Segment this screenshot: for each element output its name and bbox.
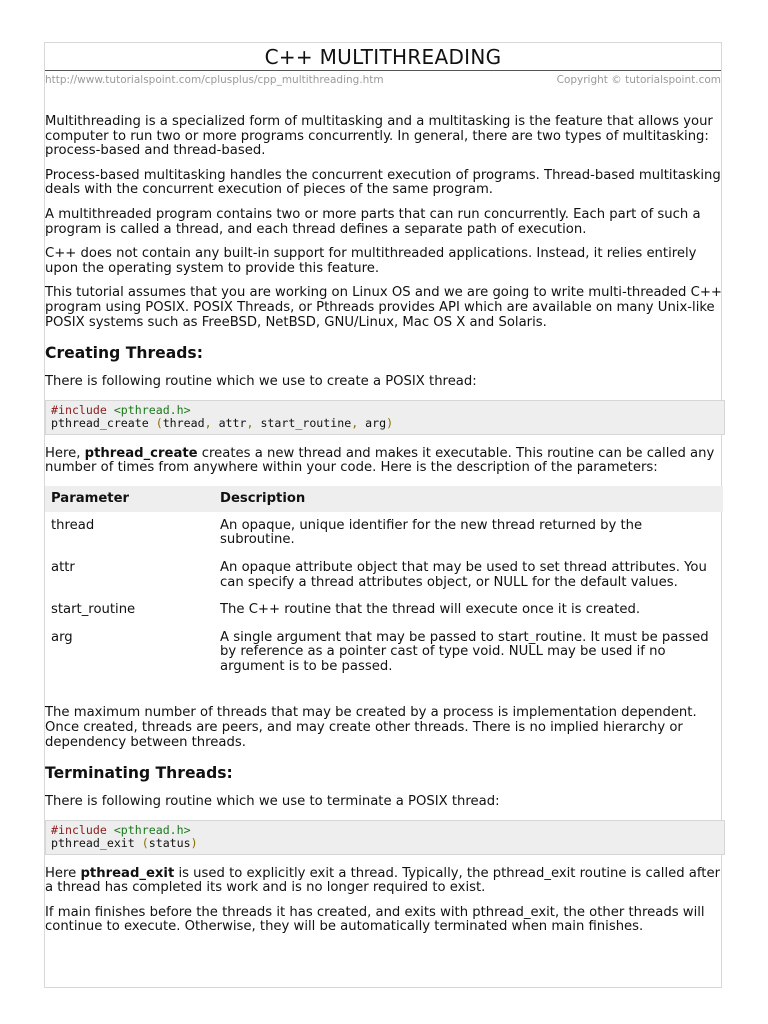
table-row: [45, 554, 723, 596]
intro-paragraph-1: Multithreading is a specialized form of multitasking and a multitasking is the feature that allows your computer to run two or more programs concurrently. In general, there are two types of multitasking: process-based and thread-based.: [45, 114, 713, 159]
create-description: [45, 447, 725, 476]
exit-description: [45, 867, 725, 896]
creating-threads-heading: Creating Threads:: [45, 344, 203, 363]
desc-prefix: Here,: [45, 445, 85, 461]
comma: ,: [204, 416, 212, 431]
include-header: <pthread.h>: [113, 402, 191, 417]
desc-cell: An opaque attribute object that may be used to set thread attributes. You can specify a thread attributes object, or NULL for the default values.: [220, 559, 707, 590]
intro-paragraph-2: Process-based multitasking handles the concurrent execution of programs. Thread-based multitasking deals with the concurrent execution of pieces of the same program.: [45, 167, 721, 198]
main-finish-paragraph: If main finishes before the threads it has created, and exits with pthread_exit, the other threads will continue to execute. Otherwise, they will be automatically terminated when main finishes.: [45, 904, 705, 935]
intro-paragraph-5: This tutorial assumes that you are working on Linux OS and we are going to write multi-threaded C++ program using POSIX. POSIX Threads, or Pthreads provides API which are available on many Unix-like POSIX systems such as FreeBSD, NetBSD, GNU/Linux, Mac OS X and Solaris.: [45, 285, 722, 330]
document-page: [44, 42, 722, 988]
article-body: [45, 115, 725, 945]
desc-cell: An opaque, unique identifier for the new thread returned by the subroutine.: [220, 517, 643, 548]
table-row: [45, 596, 723, 624]
column-header-description: Description: [214, 486, 723, 512]
table-header-row: [45, 486, 723, 512]
param-cell: thread: [51, 517, 95, 533]
desc-cell: The C++ routine that the thread will execute once it is created.: [220, 602, 641, 618]
parameters-table: [45, 486, 723, 681]
comma: ,: [351, 416, 359, 431]
create-code-block: [45, 400, 725, 435]
table-row: [45, 512, 723, 554]
desc-bold-term: pthread_exit: [80, 865, 175, 881]
exit-code-block: [45, 820, 725, 855]
arg-attr: attr: [218, 416, 247, 431]
code-line-call: [51, 837, 719, 850]
threads-limit-paragraph: The maximum number of threads that may be created by a process is implementation dependent. Once created, threads are peers, and may create other threads. There is no implied hierarchy or dependency between threads.: [45, 705, 697, 750]
desc-bold-term: pthread_create: [84, 445, 198, 461]
function-name: pthread_exit: [51, 836, 135, 851]
table-row: [45, 624, 723, 681]
copyright-notice: Copyright © tutorialspoint.com: [556, 74, 721, 86]
close-paren: ): [190, 836, 198, 851]
desc-suffix: creates a new thread and makes it executable. This routine can be called any number of times from anywhere within your code. Here is the description of the parameters:: [45, 445, 715, 476]
param-cell: start_routine: [51, 602, 136, 618]
terminating-threads-lead: There is following routine which we use to terminate a POSIX thread:: [45, 794, 500, 810]
arg-arg: arg: [365, 416, 387, 431]
desc-suffix: is used to explicitly exit a thread. Typically, the pthread_exit routine is called after a thread has completed its work and is no longer required to exist.: [45, 865, 720, 896]
creating-threads-lead: There is following routine which we use to create a POSIX thread:: [45, 374, 477, 390]
source-url[interactable]: http://www.tutorialspoint.com/cplusplus/cpp_multithreading.htm: [45, 74, 384, 86]
close-paren: ): [386, 416, 394, 431]
include-keyword: #include: [51, 822, 107, 837]
code-line-call: [51, 417, 719, 430]
arg-thread: thread: [162, 416, 205, 431]
code-line-include: [51, 404, 719, 417]
column-header-parameter: Parameter: [45, 486, 214, 512]
code-line-include: [51, 824, 719, 837]
desc-prefix: Here: [45, 865, 81, 881]
terminating-threads-heading: Terminating Threads:: [45, 764, 233, 783]
desc-cell: A single argument that may be passed to start_routine. It must be passed by reference as a pointer cast of type void. NULL may be used if no argument is to be passed.: [220, 629, 709, 674]
param-cell: attr: [51, 559, 75, 575]
page-title: C++ MULTITHREADING: [264, 45, 502, 69]
intro-paragraph-4: C++ does not contain any built-in support for multithreaded applications. Instead, it relies entirely upon the operating system to provide this feature.: [45, 246, 697, 276]
include-header: <pthread.h>: [113, 822, 191, 837]
open-paren: (: [155, 416, 163, 431]
title-divider: [45, 70, 721, 71]
comma: ,: [246, 416, 254, 431]
function-name: pthread_create: [51, 416, 149, 431]
param-cell: arg: [51, 629, 73, 645]
intro-paragraph-3: A multithreaded program contains two or more parts that can run concurrently. Each part of such a program is called a thread, and each thread defines a separate path of execution.: [45, 206, 701, 237]
open-paren: (: [141, 836, 149, 851]
arg-start-routine: start_routine: [260, 416, 352, 431]
include-keyword: #include: [51, 402, 107, 417]
arg-status: status: [148, 836, 191, 851]
